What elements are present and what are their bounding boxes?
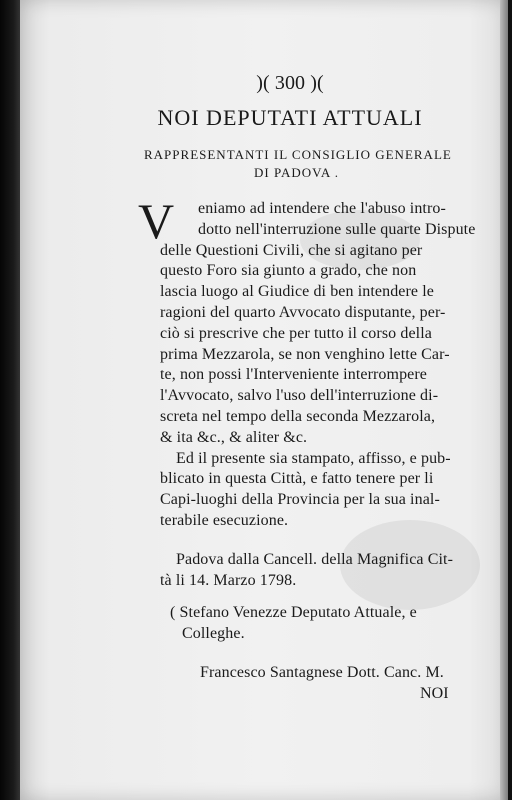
body-line: te, non possi l'Interveniente interrompere xyxy=(160,366,427,384)
book-spine-shadow xyxy=(0,0,22,800)
body-line: delle Questioni Civili, che si agitano per xyxy=(160,241,423,259)
body-line: eniamo ad intendere che l'abuso intro- xyxy=(198,200,446,217)
subtitle-line-2: DI PADOVA . xyxy=(254,165,340,180)
page-text xyxy=(120,60,490,705)
body-line: ragioni del quarto Avvocato disputante, per- xyxy=(160,303,446,321)
body-line: terabile esecuzione. xyxy=(160,511,289,529)
date-line-2: tà li 14. Marzo 1798. xyxy=(160,571,297,589)
body-line: blicato in questa Città, e fatto tenere per li xyxy=(160,470,434,488)
body-line: questo Foro sia giunto a grado, che non xyxy=(160,262,417,280)
body-line: prima Mezzarola, se non venghino lette Car- xyxy=(160,345,450,363)
subtitle-line-1: RAPPRESENTANTI IL CONSIGLIO GENERALE xyxy=(144,147,452,162)
spacer xyxy=(120,645,490,663)
body-line: Capi-luoghi della Provincia per la sua inal- xyxy=(160,491,440,509)
signer-line-1: ( Stefano Venezze Deputato Attuale, e xyxy=(170,604,417,622)
body-line: lascia luogo al Giudice di ben intendere le xyxy=(160,283,434,301)
spacer xyxy=(120,532,490,550)
catchword: NOI xyxy=(420,684,449,702)
decree-body xyxy=(120,193,490,705)
chancellor-signature: Francesco Santagnese Dott. Canc. M. xyxy=(200,663,444,681)
page-number: )( 300 )( xyxy=(256,72,324,94)
date-line-1: Padova dalla Cancell. della Magnifica Cit- xyxy=(176,550,453,568)
body-line: ciò si prescrive che per tutto il corso della xyxy=(160,324,432,342)
body-line: dotto nell'interruzione sulle quarte Dispute xyxy=(198,220,476,238)
spacer xyxy=(120,591,490,603)
body-line: screta nel tempo della seconda Mezzarola, xyxy=(160,407,436,425)
page-title: NOI DEPUTATI ATTUALI xyxy=(157,105,423,130)
body-line: & ita &c., & aliter &c. xyxy=(160,428,308,446)
page-edge xyxy=(500,0,508,800)
drop-capital: V xyxy=(138,193,175,249)
signer-line-2: Colleghe. xyxy=(182,625,245,643)
body-line: Ed il presente sia stampato, affisso, e pub- xyxy=(176,449,451,467)
body-line: l'Avvocato, salvo l'uso dell'interruzione di- xyxy=(160,387,439,405)
